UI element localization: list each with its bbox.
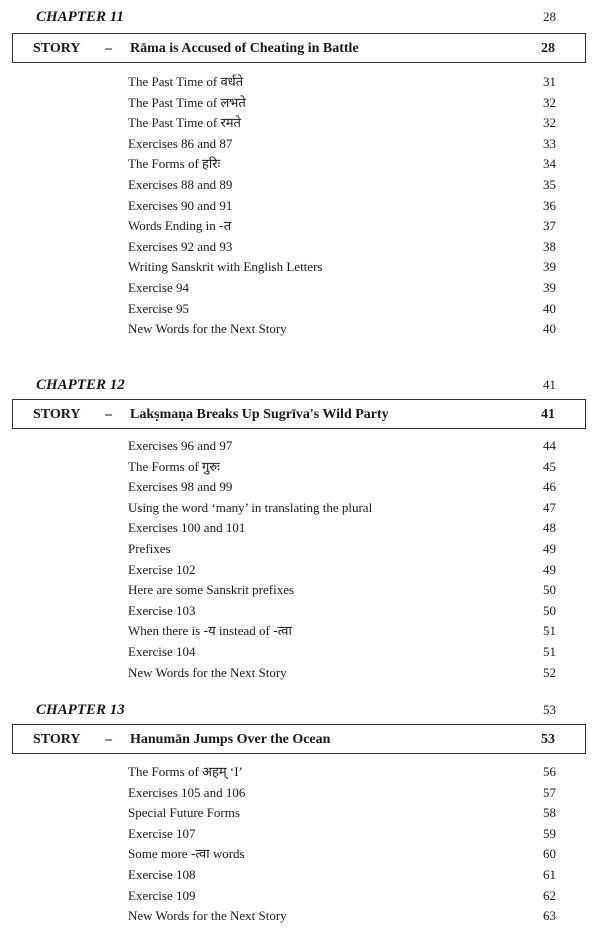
toc-entry[interactable]: [128, 906, 556, 926]
toc-entry-page-number: 59: [543, 825, 556, 841]
toc-entry[interactable]: [128, 257, 556, 277]
toc-entry[interactable]: [128, 865, 556, 885]
toc-entry[interactable]: [128, 762, 556, 782]
story-page-number: 41: [541, 407, 555, 422]
toc-entry[interactable]: [128, 886, 556, 906]
toc-entry[interactable]: [128, 175, 556, 195]
toc-entry-label: [128, 824, 196, 844]
toc-entry-label: [128, 237, 232, 257]
toc-entry-page-number: 51: [543, 623, 556, 639]
toc-entry-page-number: 50: [543, 602, 556, 618]
toc-entry-page-number: 52: [543, 664, 556, 680]
toc-entry-page-number: 58: [543, 805, 556, 821]
toc-entry-label: [128, 93, 246, 114]
entry-text: words: [212, 846, 245, 862]
toc-entry[interactable]: [128, 560, 556, 580]
toc-entry-label: [128, 621, 292, 642]
toc-entry-page-number: 44: [543, 438, 556, 453]
devanagari-term: रमते: [220, 116, 241, 132]
entry-text: ‘I’: [229, 764, 243, 779]
toc-entry-label: [128, 498, 372, 518]
toc-entry[interactable]: [128, 134, 556, 154]
toc-entry-label: [128, 278, 189, 298]
entry-text: Exercise 103: [128, 602, 196, 618]
entry-text: Exercises 98 and 99: [128, 479, 233, 495]
chapter-page-number: 53: [543, 702, 556, 717]
toc-entry-label: [128, 457, 220, 478]
entry-text: instead of: [218, 623, 270, 639]
toc-entry-page-number: 37: [543, 218, 556, 234]
toc-entry-page-number: 39: [543, 280, 556, 295]
toc-entry-page-number: 62: [543, 887, 556, 903]
toc-entry-page-number: 33: [543, 135, 556, 151]
toc-entry-label: [128, 663, 287, 683]
toc-entry[interactable]: [128, 154, 556, 174]
toc-entry-label: [128, 477, 232, 497]
entry-text: The Forms of: [128, 156, 199, 172]
toc-entry-page-number: 49: [543, 541, 556, 556]
toc-entry-page-number: 63: [543, 908, 556, 924]
toc-entry-label: [128, 113, 241, 134]
toc-entry-label: [128, 601, 196, 621]
entry-text: Prefixes: [128, 541, 171, 556]
entry-text: Exercise 109: [128, 887, 196, 903]
devanagari-term: लभते: [220, 95, 246, 111]
entry-text: The Past Time of: [128, 74, 218, 89]
entry-text: The Forms of: [128, 764, 199, 779]
devanagari-term: गुरुः: [202, 459, 220, 475]
toc-entry[interactable]: [128, 844, 556, 864]
toc-entry[interactable]: [128, 601, 556, 621]
entry-text: Exercise 104: [128, 644, 196, 659]
entry-text: The Past Time of: [128, 115, 218, 131]
devanagari-term: हरिः: [202, 157, 221, 173]
entry-text: Exercises 100 and 101: [128, 520, 246, 536]
chapter-page-number: 28: [543, 9, 556, 24]
toc-entry[interactable]: [128, 518, 556, 538]
toc-entry-page-number: 32: [543, 94, 556, 110]
toc-entry-label: [128, 299, 189, 319]
toc-entry[interactable]: [128, 803, 556, 823]
toc-entry-label: [128, 906, 287, 926]
entry-text: Exercises 105 and 106: [128, 784, 246, 800]
devanagari-term: -य: [203, 624, 216, 640]
toc-entry-page-number: 45: [543, 458, 556, 474]
story-label: STORY: [33, 407, 81, 422]
toc-entry-label: [128, 72, 243, 93]
entry-text: Exercises 88 and 89: [128, 177, 233, 192]
toc-entry-page-number: 39: [543, 259, 556, 275]
toc-entry-page-number: 34: [543, 156, 556, 172]
toc-entry-page-number: 56: [543, 764, 556, 779]
toc-entry[interactable]: [128, 580, 556, 600]
entry-text: New Words for the Next Story: [128, 664, 287, 680]
toc-entry[interactable]: [128, 299, 556, 319]
entry-text: Special Future Forms: [128, 805, 240, 821]
devanagari-term: -त: [219, 219, 232, 235]
toc-entry-page-number: 36: [543, 197, 556, 213]
toc-entry-page-number: 60: [543, 846, 556, 862]
entry-text: Exercise 108: [128, 867, 196, 882]
toc-entry-label: [128, 539, 171, 559]
story-page-number: 53: [541, 732, 555, 747]
toc-entry-label: [128, 865, 196, 885]
entry-text: Exercises 92 and 93: [128, 238, 233, 254]
toc-entry[interactable]: [128, 72, 556, 92]
toc-entry-page-number: 31: [543, 74, 556, 89]
toc-entry[interactable]: [128, 113, 556, 133]
toc-entry[interactable]: [128, 319, 556, 339]
chapter-title: CHAPTER 11: [36, 9, 124, 25]
entry-text: The Past Time of: [128, 94, 218, 110]
toc-entry[interactable]: [128, 93, 556, 113]
chapter-title: CHAPTER 12: [36, 377, 125, 393]
toc-entry[interactable]: [128, 783, 556, 803]
toc-entry[interactable]: [128, 642, 556, 662]
entry-text: Exercise 102: [128, 561, 196, 577]
entry-text: Writing Sanskrit with English Letters: [128, 259, 323, 275]
toc-entry[interactable]: [128, 477, 556, 497]
toc-entry-label: [128, 196, 232, 216]
toc-entry-label: [128, 783, 245, 803]
entry-text: Exercises 86 and 87: [128, 135, 233, 151]
toc-entry[interactable]: [128, 824, 556, 844]
story-dash: –: [105, 41, 112, 56]
entry-text: New Words for the Next Story: [128, 908, 287, 924]
entry-text: Words Ending in: [128, 218, 216, 234]
chapter-title: CHAPTER 13: [36, 702, 125, 718]
toc-entry-label: [128, 216, 231, 237]
toc-entry-label: [128, 886, 196, 906]
toc-entry[interactable]: [128, 278, 556, 298]
story-title: Lakṣmaṇa Breaks Up Sugrīva's Wild Party: [130, 407, 389, 422]
toc-entry-page-number: 35: [543, 177, 556, 192]
toc-entry-page-number: 40: [543, 300, 556, 316]
toc-entry-label: [128, 642, 196, 662]
toc-entry-label: [128, 518, 245, 538]
devanagari-term: -त्वा: [273, 624, 292, 640]
toc-entry-page-number: 50: [543, 582, 556, 598]
toc-entry[interactable]: [128, 621, 556, 641]
story-label: STORY: [33, 732, 81, 747]
toc-entry[interactable]: [128, 436, 556, 456]
toc-entry-label: [128, 257, 322, 277]
story-title: Hanumān Jumps Over the Ocean: [130, 732, 331, 747]
toc-entry-page-number: 46: [543, 479, 556, 495]
toc-entry-page-number: 32: [543, 115, 556, 131]
toc-entry-page-number: 51: [543, 644, 556, 659]
toc-entry[interactable]: [128, 663, 556, 683]
devanagari-term: वर्धते: [220, 75, 244, 90]
toc-entry[interactable]: [128, 216, 556, 236]
story-dash: –: [105, 407, 112, 422]
chapter-heading: [36, 9, 556, 27]
story-dash: –: [105, 732, 112, 747]
entry-text: Using the word ‘many’ in translating the plural: [128, 499, 373, 515]
toc-entry-label: [128, 319, 287, 339]
toc-entry[interactable]: [128, 237, 556, 257]
entry-text: The Forms of: [128, 458, 199, 474]
chapter-page-number: 41: [543, 377, 556, 392]
story-page-number: 28: [541, 41, 555, 56]
toc-entry-label: [128, 154, 220, 175]
chapter-heading: [36, 702, 556, 720]
toc-entry-page-number: 48: [543, 520, 556, 536]
entry-text: Here are some Sanskrit prefixes: [128, 582, 295, 598]
entry-text: Exercise 95: [128, 300, 190, 316]
entry-text: Exercise 94: [128, 280, 190, 295]
toc-entry[interactable]: [128, 539, 556, 559]
toc-entry-page-number: 40: [543, 321, 556, 337]
story-title: Rāma is Accused of Cheating in Battle: [130, 41, 359, 56]
toc-entry-page-number: 47: [543, 499, 556, 515]
toc-entry-label: [128, 175, 232, 195]
entry-text: When there is: [128, 623, 201, 639]
chapter-heading: [36, 377, 556, 395]
entry-text: Exercises 90 and 91: [128, 197, 233, 213]
toc-entry[interactable]: [128, 457, 556, 477]
entry-text: Some more: [128, 846, 188, 862]
devanagari-term: अहम्: [202, 765, 227, 780]
toc-entry-label: [128, 560, 196, 580]
story-box: [12, 33, 586, 63]
story-label: STORY: [33, 41, 81, 56]
toc-entry-label: [128, 580, 294, 600]
toc-entry-page-number: 61: [543, 867, 556, 882]
toc-entry-page-number: 38: [543, 238, 556, 254]
entry-text: New Words for the Next Story: [128, 321, 287, 337]
toc-entry-page-number: 49: [543, 561, 556, 577]
story-box: [12, 399, 586, 429]
toc-entry-label: [128, 844, 245, 865]
toc-entry[interactable]: [128, 498, 556, 518]
toc-entry-page-number: 57: [543, 784, 556, 800]
entry-text: Exercise 107: [128, 825, 196, 841]
toc-entry-label: [128, 134, 232, 154]
toc-entry-label: [128, 436, 232, 456]
toc-entry-label: [128, 803, 240, 823]
entry-text: Exercises 96 and 97: [128, 438, 233, 453]
story-box: [12, 724, 586, 754]
toc-entry-label: [128, 762, 243, 783]
devanagari-term: -त्वा: [190, 847, 210, 863]
toc-entry[interactable]: [128, 196, 556, 216]
